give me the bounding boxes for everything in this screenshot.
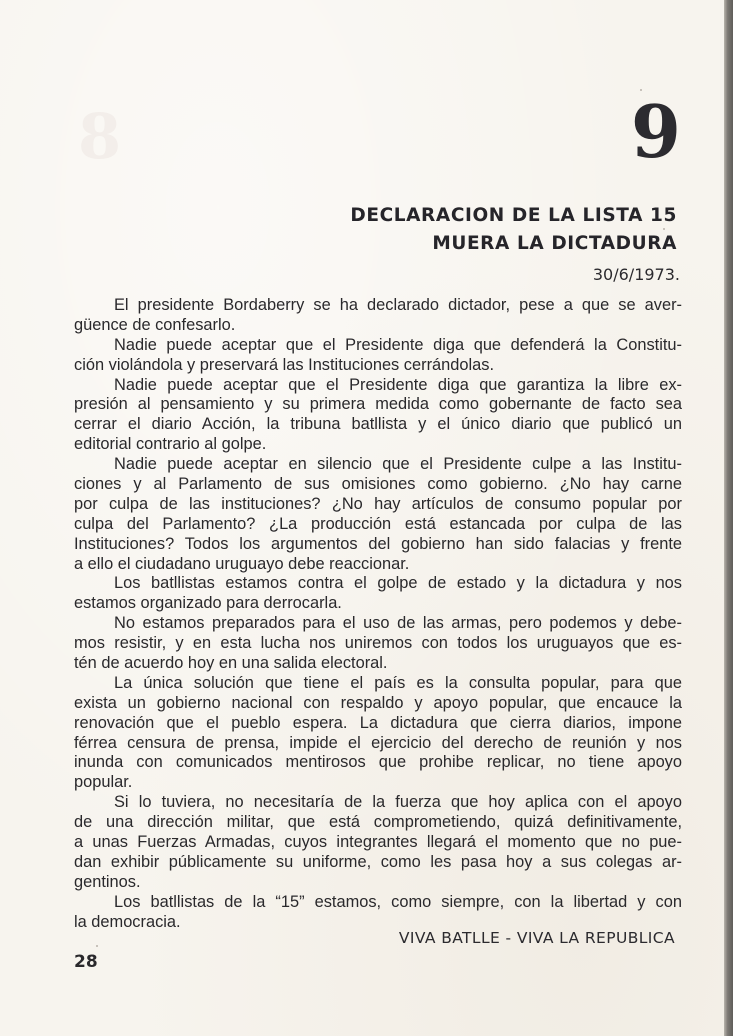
- paragraph: [74, 793, 682, 892]
- text-line: inunda con comunicados mentirosos que prohibe replicar, no tiene apoyo: [74, 753, 682, 772]
- bleed-through-page-number: 8: [78, 100, 122, 173]
- text-line: tén de acuerdo hoy en una salida electoral.: [74, 654, 388, 673]
- text-line: Los batllistas de la “15” estamos, como siempre, con la libertad y con: [114, 892, 682, 911]
- chapter-number: 9: [630, 89, 680, 174]
- document-date: 30/6/1973.: [592, 265, 680, 284]
- text-line: Instituciones? Todos los argumentos del gobierno han sido falacias y frente: [74, 534, 682, 553]
- title-line-2: MUERA LA DICTADURA: [432, 233, 677, 254]
- signoff: VIVA BATLLE - VIVA LA REPUBLICA: [398, 929, 675, 947]
- title-line-1: DECLARACION DE LA LISTA 15: [350, 205, 677, 226]
- text-line: estamos organizado para derrocarla.: [74, 594, 342, 613]
- text-line: gentinos.: [74, 872, 141, 891]
- text-line: ciones y al Parlamento de sus omisiones como gobierno. ¿No hay carne: [74, 475, 682, 494]
- text-line: a unas Fuerzas Armadas, cuyos integrantes llegará el momento que no pue-: [74, 833, 682, 852]
- paragraph: [74, 296, 682, 336]
- paragraph: [74, 614, 682, 674]
- text-line: de una dirección militar, que está comprometiendo, quizá definitivamente,: [74, 813, 682, 832]
- paper-speck: [640, 89, 642, 91]
- text-line: Nadie puede aceptar que el Presidente diga que garantiza la libre ex-: [114, 375, 682, 394]
- text-line: mos resistir, y en esta lucha nos uniremos con todos los uruguayos que es-: [74, 634, 682, 653]
- text-line: editorial contrario al golpe.: [74, 435, 267, 454]
- body-text: [74, 296, 682, 933]
- paragraph: [74, 336, 682, 376]
- text-line: Si lo tuviera, no necesitaría de la fuerza que hoy aplica con el apoyo: [114, 793, 682, 812]
- text-line: Los batllistas estamos contra el golpe de estado y la dictadura y nos: [114, 574, 682, 593]
- text-line: ción violándola y preservará las Instituciones cerrándolas.: [74, 355, 495, 374]
- paragraph: [74, 376, 682, 456]
- text-line: a ello el ciudadano uruguayo debe reaccionar.: [74, 554, 410, 573]
- text-line: férrea censura de prensa, impide el ejercicio del derecho de reunión y nos: [74, 733, 682, 752]
- title-block: [350, 202, 680, 288]
- text-line: Nadie puede aceptar que el Presidente diga que defenderá la Constitu-: [114, 335, 682, 354]
- paragraph: [74, 574, 682, 614]
- paragraph: [74, 893, 682, 933]
- text-line: la democracia.: [74, 912, 181, 931]
- text-line: presión al pensamiento y su primera medida como gobernante de facto sea: [74, 395, 682, 414]
- paragraph: [74, 674, 682, 793]
- text-line: La única solución que tiene el país es la consulta popular, para que: [114, 673, 682, 692]
- text-line: popular.: [74, 773, 133, 792]
- paper-speck: [96, 945, 98, 947]
- text-line: exista un gobierno nacional con respaldo y apoyo popular, que encauce la: [74, 693, 682, 712]
- page-edge-shadow: [724, 0, 733, 1036]
- text-line: culpa del Parlamento? ¿La producción está estancada por culpa de las: [74, 514, 682, 533]
- text-line: renovación que el pueblo espera. La dictadura que cierra diarios, impone: [74, 713, 682, 732]
- text-line: No estamos preparados para el uso de las armas, pero podemos y debe-: [114, 614, 682, 633]
- text-line: cerrar el diario Acción, la tribuna batllista y el único diario que publicó un: [74, 415, 682, 434]
- text-line: Nadie puede aceptar en silencio que el Presidente culpe a las Institu-: [114, 455, 682, 474]
- text-line: güence de confesarlo.: [74, 315, 236, 334]
- page-number: 28: [74, 952, 98, 972]
- text-line: dan exhibir públicamente su uniforme, como les pasa hoy a sus colegas ar-: [74, 852, 682, 871]
- text-line: El presidente Bordaberry se ha declarado dictador, pese a que se aver-: [114, 296, 682, 314]
- text-line: por culpa de las instituciones? ¿No hay artículos de consumo popular por: [74, 494, 682, 513]
- paper-speck: [663, 228, 665, 230]
- paragraph: [74, 455, 682, 574]
